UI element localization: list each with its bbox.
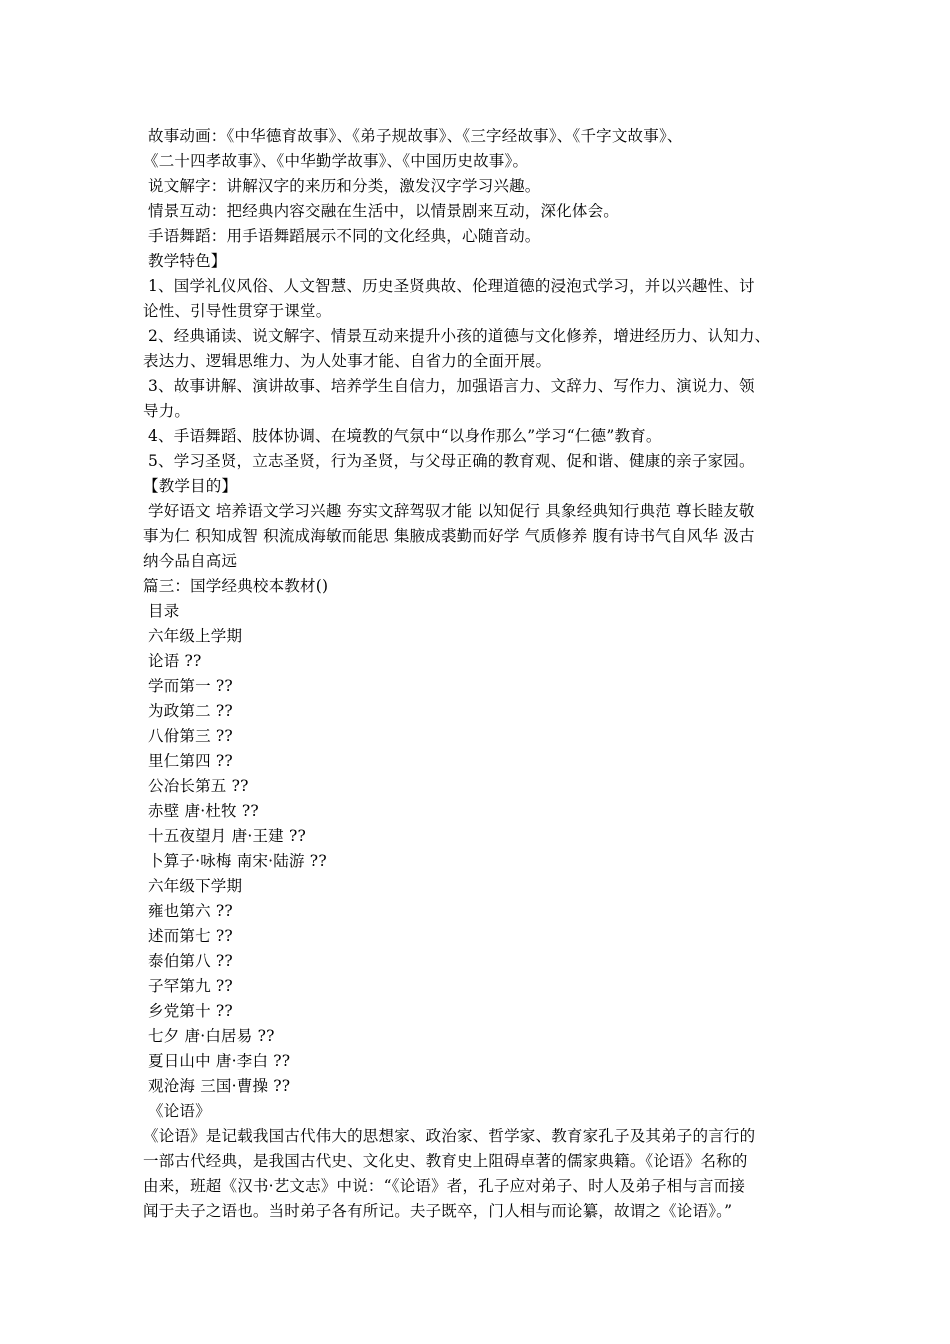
text-line: 学好语文 培养语文学习兴趣 夯实文辞驾驭才能 以知促行 具象经典知行典范 尊长睦友敬 [148, 502, 755, 520]
text-line: 《论语》 [148, 1102, 211, 1120]
text-line: 【教学目的】 [143, 477, 238, 495]
text-line: 篇三：国学经典校本教材() [143, 577, 329, 595]
text-line: 纳今品自高远 [143, 552, 238, 570]
text-line: 一部古代经典，是我国古代史、文化史、教育史上阻碍卓著的儒家典籍。《论语》名称的 [143, 1152, 748, 1170]
text-line: 夏日山中 唐·李白 ?? [148, 1052, 291, 1070]
text-line: 卜算子·咏梅 南宋·陆游 ?? [148, 852, 327, 870]
text-line: 导力。 [143, 402, 191, 420]
text-line: 学而第一 ?? [148, 677, 233, 695]
text-line: 八佾第三 ?? [148, 727, 233, 745]
text-line: 闻于夫子之语也。当时弟子各有所记。夫子既卒，门人相与而论纂，故谓之《论语》。” [143, 1202, 733, 1220]
text-line: 为政第二 ?? [148, 702, 233, 720]
text-line: 泰伯第八 ?? [148, 952, 233, 970]
text-line: 目录 [148, 602, 180, 620]
text-line: 述而第七 ?? [148, 927, 233, 945]
text-line: 故事动画：《中华德育故事》、《弟子规故事》、《三字经故事》、《千字文故事》、 [148, 127, 683, 145]
text-line: 六年级上学期 [148, 627, 243, 645]
text-line: 里仁第四 ?? [148, 752, 233, 770]
text-line: 由来，班超《汉书·艺文志》中说：“《论语》者，孔子应对弟子、时人及弟子相与言而接 [143, 1177, 746, 1195]
text-line: 观沧海 三国·曹操 ?? [148, 1077, 291, 1095]
text-line: 情景互动：把经典内容交融在生活中，以情景剧来互动，深化体会。 [148, 202, 620, 220]
text-line: 公冶长第五 ?? [148, 777, 249, 795]
text-line: 赤壁 唐·杜牧 ?? [148, 802, 259, 820]
document-body [143, 124, 813, 1224]
text-line: 《二十四孝故事》、《中华勤学故事》、《中国历史故事》。 [143, 152, 529, 170]
text-line: 5、学习圣贤，立志圣贤，行为圣贤，与父母正确的教育观、促和谐、健康的亲子家园。 [148, 452, 755, 470]
text-line: 2、经典诵读、说文解字、情景互动来提升小孩的道德与文化修养，增进经历力、认知力、 [148, 327, 771, 345]
text-line: 教学特色】 [148, 252, 227, 270]
text-line: 十五夜望月 唐·王建 ?? [148, 827, 307, 845]
text-line: 七夕 唐·白居易 ?? [148, 1027, 275, 1045]
text-line: 《论语》是记载我国古代伟大的思想家、政治家、哲学家、教育家孔子及其弟子的言行的 [143, 1127, 756, 1145]
text-line: 六年级下学期 [148, 877, 243, 895]
text-line: 3、故事讲解、演讲故事、培养学生自信力，加强语言力、文辞力、写作力、演说力、领 [148, 377, 755, 395]
text-line: 4、手语舞蹈、肢体协调、在境教的气氛中“以身作那么”学习“仁德”教育。 [148, 427, 662, 445]
text-line: 子罕第九 ?? [148, 977, 233, 995]
text-line: 事为仁 积知成智 积流成海敏而能思 集腋成裘勤而好学 气质修养 腹有诗书气自风华 汲古 [143, 527, 755, 545]
text-line: 论性、引导性贯穿于课堂。 [143, 302, 332, 320]
text-line: 1、国学礼仪风俗、人文智慧、历史圣贤典故、伦理道德的浸泡式学习，并以兴趣性、讨 [148, 277, 755, 295]
text-line: 乡党第十 ?? [148, 1002, 233, 1020]
text-line: 说文解字：讲解汉字的来历和分类，激发汉字学习兴趣。 [148, 177, 541, 195]
text-line: 表达力、逻辑思维力、为人处事才能、自省力的全面开展。 [143, 352, 552, 370]
text-line: 雍也第六 ?? [148, 902, 233, 920]
text-line: 论语 ?? [148, 652, 202, 670]
text-line: 手语舞蹈：用手语舞蹈展示不同的文化经典，心随音动。 [148, 227, 541, 245]
